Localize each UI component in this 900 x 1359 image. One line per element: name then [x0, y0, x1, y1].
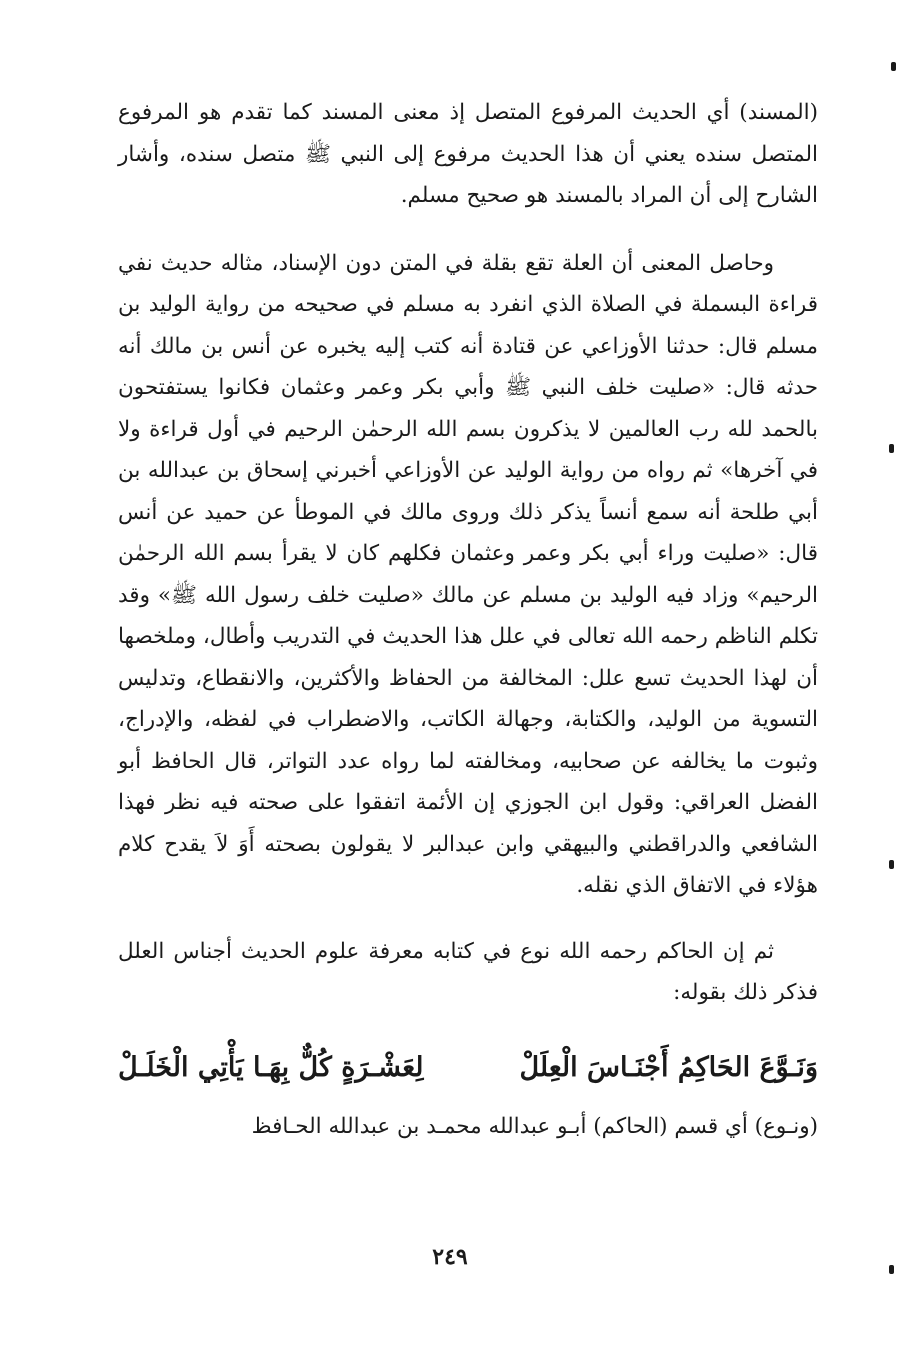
page-number: ٢٤٩	[432, 1244, 468, 1270]
verse-right-hemistich: وَنَـوَّعَ الحَاكِمُ أَجْنَـاسَ الْعِلَلْ	[519, 1051, 818, 1083]
verse-left-hemistich: لِعَشْـرَةٍ كُلٌّ بِهَـا يَأْتِي الْخَلَـلْ	[118, 1051, 424, 1083]
margin-mark	[889, 444, 894, 453]
paragraph-spacer	[118, 217, 818, 243]
margin-mark	[889, 860, 894, 869]
margin-mark	[891, 62, 896, 71]
paragraph-basmala-hadith: وحاصل المعنى أن العلة تقع بقلة في المتن دون الإسناد، مثاله حديث نفي قراءة البسملة في الصلاة الذي انفرد به مسلم في صحيحه من رواية الوليد بن مسلم قال: حدثنا الأوزاعي عن قتادة أنه كتب إليه يخبره عن أنس بن مالك أنه حدثه قال: «صليت خلف النبي ﷺ وأبي بكر وعمر وعثمان فكانوا يستفتحون بالحمد لله رب العالمين لا يذكرون بسم الله الرحمٰن الرحيم في أول قراءة ولا في آخرها» ثم رواه من رواية الوليد عن الأوزاعي أخبرني إسحاق بن عبدالله بن أبي طلحة أنه سمع أنساً يذكر ذلك وروى مالك في الموطأ عن حميد عن أنس قال: «صليت وراء أبي بكر وعمر وعثمان فكلهم كان لا يقرأ بسم الله الرحمٰن الرحيم» وزاد فيه الوليد بن مسلم عن مالك «صليت خلف رسول الله ﷺ» وقد تكلم الناظم رحمه الله تعالى في علل هذا الحديث في التدريب وأطال، وملخصها أن لهذا الحديث تسع علل: المخالفة من الحفاظ والأكثرين، والانقطاع، وتدليس التسوية من الوليد، والكتابة، وجهالة الكاتب، والاضطراب في لفظه، والإدراج، وثبوت ما يخالفه عن صحابيه، ومخالفته لما رواه عدد التواتر، قال الحافظ أبو الفضل العراقي: وقول ابن الجوزي إن الأئمة اتفقوا على صحته فيه نظر فهذا الشافعي والدراقطني والبيهقي وابن عبدالبر لا يقولون بصحته أَوَ لاَ يقدح كلام هؤلاء في الاتفاق الذي نقله.	[118, 250, 818, 898]
paragraph-spacer	[118, 907, 818, 931]
poem-verse	[118, 1046, 818, 1090]
paragraph-hakim-intro: ثم إن الحاكم رحمه الله نوع في كتابه معرفة علوم الحديث أجناس العلل فذكر ذلك بقوله:	[118, 938, 818, 1005]
margin-mark	[889, 1265, 894, 1274]
paragraph-musnad: (المسند) أي الحديث المرفوع المتصل إذ معنى المسند كما تقدم هو المرفوع المتصل سنده يعني أن هذا الحديث مرفوع إلى النبي ﷺ متصل سنده، وأشار الشارح إلى أن المراد بالمسند هو صحيح مسلم.	[118, 100, 818, 208]
page-body	[118, 92, 818, 1169]
verse-commentary: (ونـوع) أي قسم (الحاكم) أبـو عبدالله محمـد بن عبدالله الحـافظ	[251, 1113, 818, 1139]
